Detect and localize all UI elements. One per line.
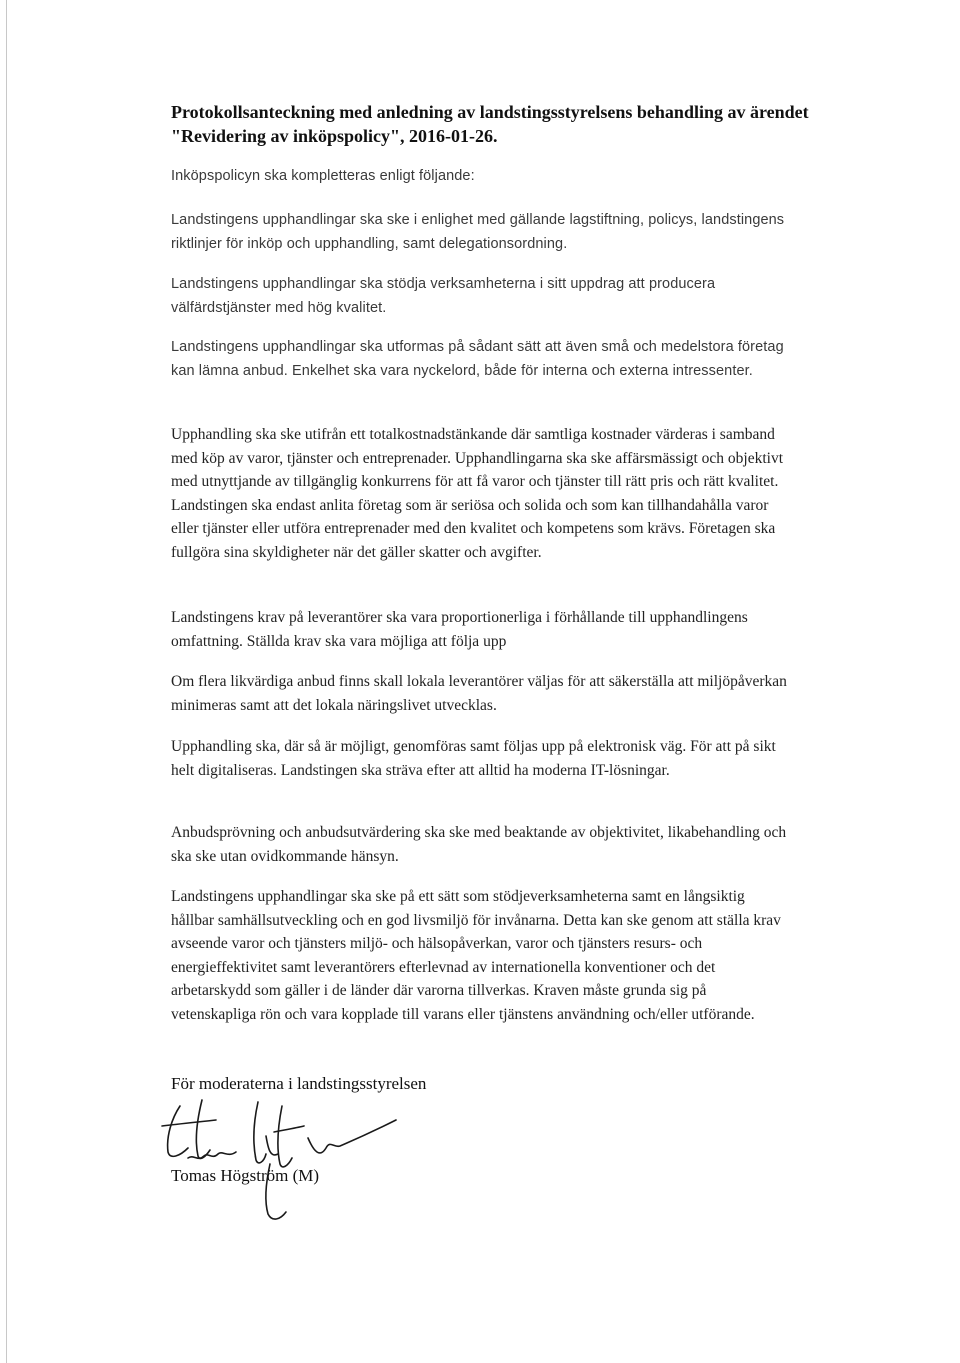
policy-paragraph-7: Upphandling ska, där så är möjligt, genomföras samt följas upp på elektronisk väg. För att på sikt helt digitaliseras. Landstingen ska sträva efter att alltid ha moderna IT-lösningar.: [171, 738, 776, 779]
policy-paragraph-1: Landstingens upphandlingar ska ske i enlighet med gällande lagstiftning, policys, landstingens riktlinjer för inköp och upphandling, samt delegationsordning.: [171, 212, 785, 252]
policy-paragraph-3: Landstingens upphandlingar ska utformas på sådant sätt att även små och medelstora företag kan lämna anbud. Enkelhet ska vara nyckelord, både för interna och externa intressenter.: [171, 339, 784, 379]
intro-paragraph: Inköpspolicyn ska kompletteras enligt följande:: [171, 168, 475, 184]
closing-line: För moderaterna i landstingsstyrelsen: [171, 1074, 427, 1093]
policy-paragraph-8: Anbudsprövning och anbudsutvärdering ska ske med beaktande av objektivitet, likabehandling och ska ske utan ovidkommande hänsyn.: [171, 824, 787, 865]
handwritten-signature: [158, 1096, 418, 1226]
policy-paragraph-5: Landstingens krav på leverantörer ska vara proportionerliga i förhållande till upphandlingens omfattning. Ställda krav ska vara möjliga att följa upp: [171, 609, 748, 650]
policy-paragraph-6: Om flera likvärdiga anbud finns skall lokala leverantörer väljas för att säkerställa att miljöpåverkan minimeras samt att det lokala näringslivet utvecklas.: [171, 673, 787, 714]
policy-paragraph-4: Upphandling ska ske utifrån ett totalkostnadstänkande där samtliga kostnader värderas i samband med köp av varor, tjänster och entreprenader. Upphandlingarna ska ske affärsmässigt och objektivt med utnyttjande av tillgänglig konkurrens för att få varor och tjänster till rätt pris och rätt kvalitet. Landstingen ska endast anlita företag som är seriösa och solida och som kan tillhandahålla varor eller tjänster eller utföra entreprenader med den kvalitet och kompetens som krävs. Företagen ska fullgöra sina skyldigheter när det gäller skatter och avgifter.: [171, 426, 784, 561]
policy-paragraph-9: Landstingens upphandlingar ska ske på ett sätt som stödjeverksamheterna samt en långsiktig hållbar samhällsutveckling och en god livsmiljö för invånarna. Detta kan ske genom att ställa krav avseende varor och tjänsters miljö- och hälsopåverkan, varor och tjänsters resurs- och energieffektivitet samt leverantörers efterlevnad av internationella konventioner och det arbetarskydd som gäller i de länder där varorna tillverkas. Kraven måste grunda sig på vetenskapliga rön och vara kopplade till varans eller tjänstens användning och/eller utförande.: [171, 888, 781, 1023]
policy-paragraph-2: Landstingens upphandlingar ska stödja verksamheterna i sitt uppdrag att producera välfärdstjänster med hög kvalitet.: [171, 276, 716, 316]
signer-name: Tomas Högström (M): [171, 1166, 320, 1185]
document-title: Protokollsanteckning med anledning av landstingsstyrelsens behandling av ärendet "Revidering av inköpspolicy", 2016-01-26.: [171, 102, 809, 146]
